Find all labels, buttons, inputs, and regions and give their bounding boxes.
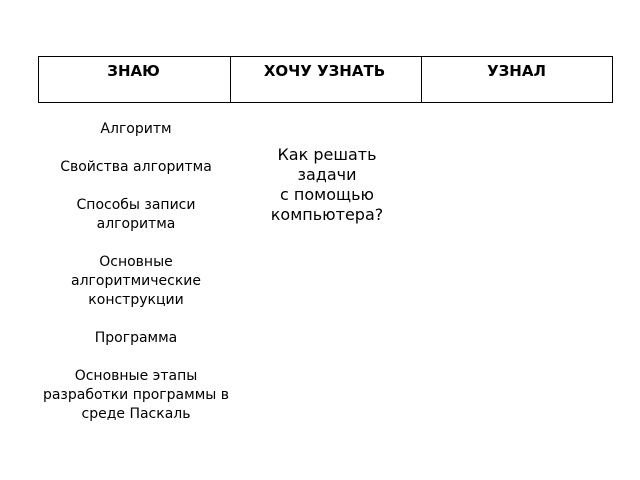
know-item-algorithm: Алгоритм — [100, 121, 172, 137]
know-item-pascal-stages: Основные этапы разработки программы в среде Паскаль — [42, 368, 230, 422]
know-item-basic-constructs: Основные алгоритмические конструкции — [71, 254, 201, 308]
know-item-notation-methods: Способы записи алгоритма — [76, 197, 196, 232]
know-item-algorithm-properties: Свойства алгоритма — [60, 159, 212, 175]
know-item-program: Программа — [94, 330, 178, 346]
header-want-to-know: ХОЧУ УЗНАТЬ — [263, 62, 386, 80]
header-learned: УЗНАЛ — [487, 62, 546, 80]
want-to-know-text: Как решать задачи с помощью компьютера? — [270, 145, 384, 224]
know-list — [38, 120, 234, 443]
header-know: ЗНАЮ — [107, 62, 160, 80]
